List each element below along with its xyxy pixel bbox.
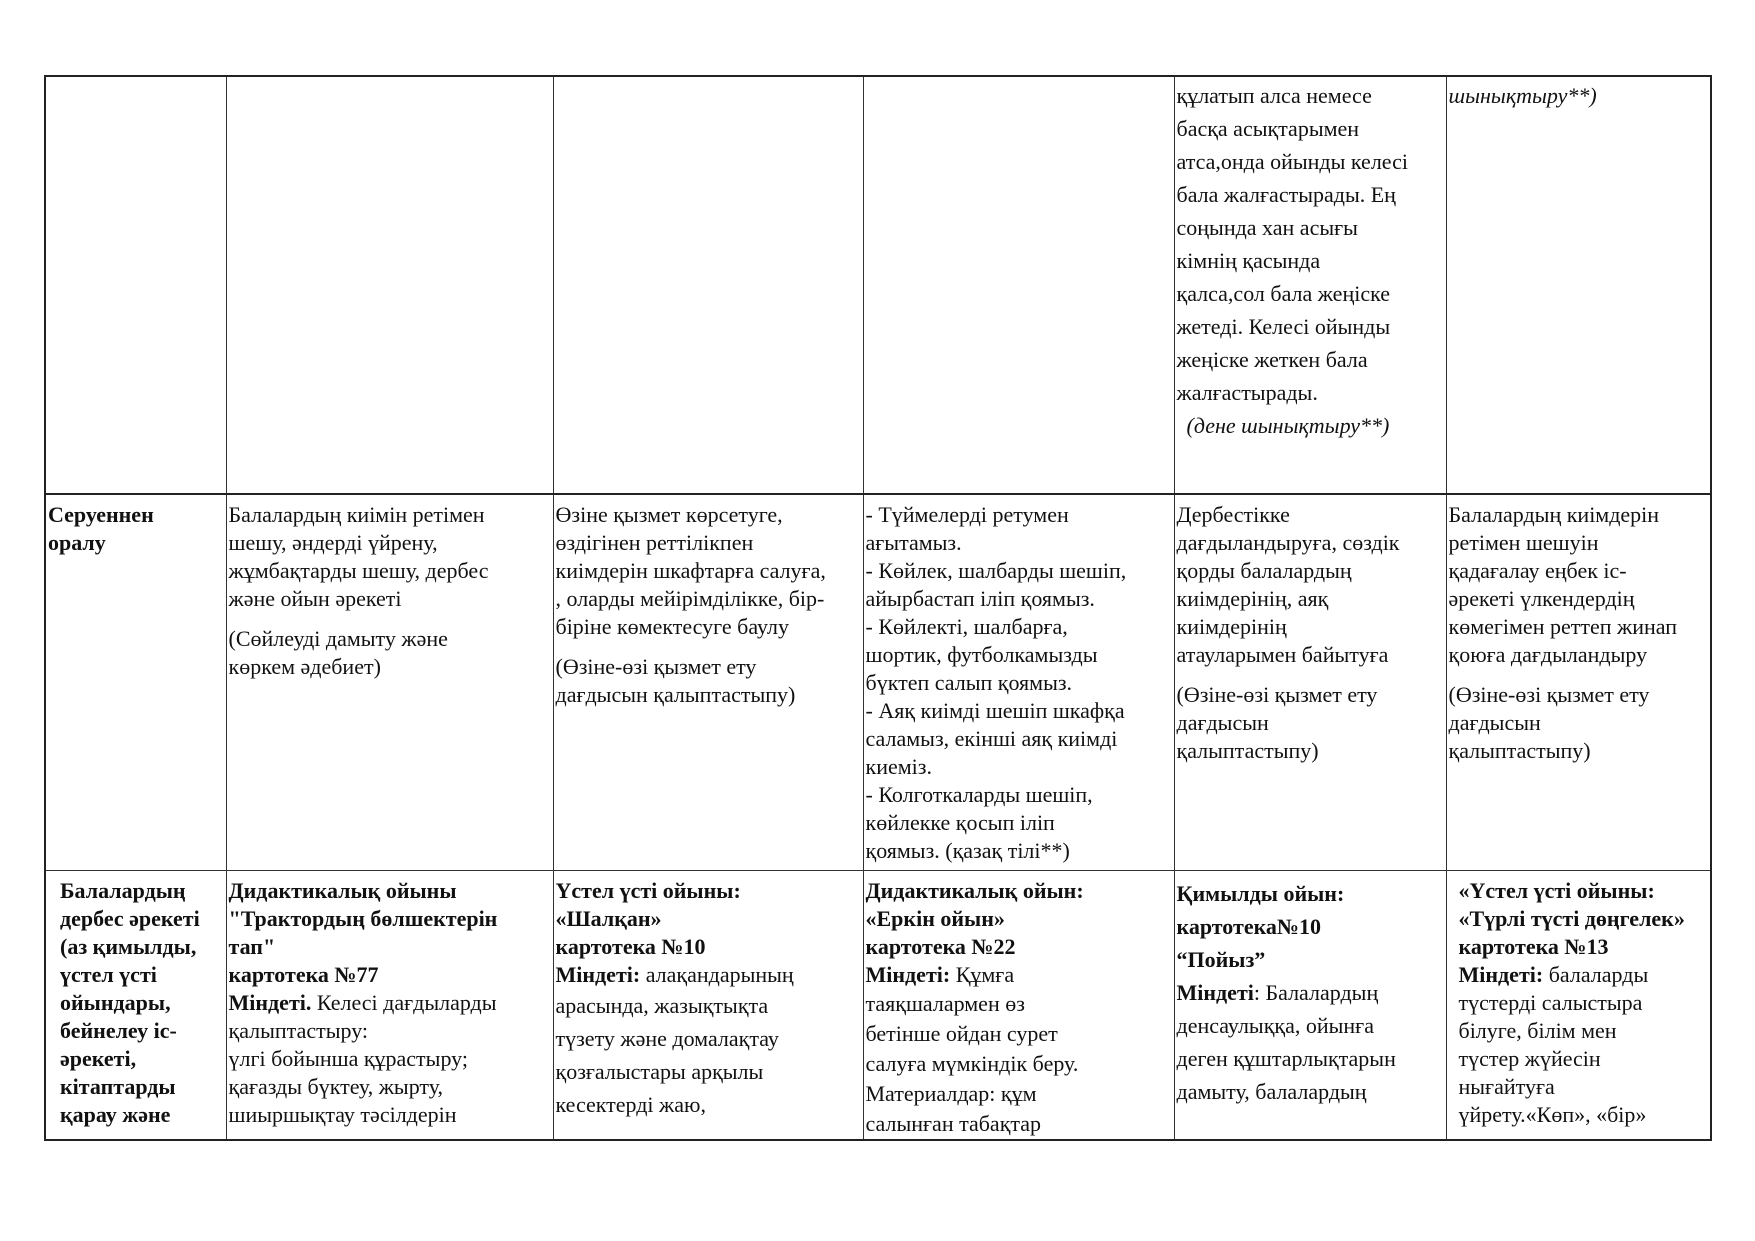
- row-label: бейнелеу іс-: [60, 1018, 177, 1043]
- table-cell: [1446, 871, 1711, 1141]
- row-label: үстел үсті: [60, 962, 157, 987]
- text-line: - Көйлекті, шалбарға,: [865, 614, 1068, 639]
- task-text: алақандарының: [640, 962, 794, 987]
- subject-note: қалыптастыпу): [1176, 738, 1319, 763]
- card-number: картотека №10: [555, 934, 706, 959]
- text-line: біріне көмектесуге баулу: [555, 614, 789, 639]
- row-label: Балалардың: [60, 878, 186, 903]
- subject-note: қалыптастыпу): [1448, 738, 1591, 763]
- text-line: - Түймелерді ретумен: [865, 502, 1069, 527]
- game-title: «Түрлі түсті дөңгелек»: [1458, 906, 1685, 931]
- text-line: шешу, әндерді үйрену,: [228, 530, 438, 555]
- table-row: [45, 494, 1711, 871]
- text-line: нығайтуға: [1458, 1074, 1555, 1099]
- task-line: [866, 961, 1172, 989]
- text-line: бетінше ойдан сурет: [865, 1021, 1058, 1046]
- table-cell: [863, 871, 1174, 1141]
- text-line: жеңіске жеткен бала: [1176, 347, 1368, 372]
- text-line: киімдерінің, аяқ: [1176, 586, 1329, 611]
- text-line: қорды балалардың: [1176, 558, 1352, 583]
- text-line: бала жалғастырады. Ең: [1176, 182, 1396, 207]
- task-text: : Балалардың: [1253, 980, 1379, 1005]
- table-cell: [1446, 494, 1711, 871]
- row-label: (аз қимылды,: [60, 934, 197, 959]
- text-line: Материалдар: құм: [865, 1081, 1037, 1106]
- text-line: көмегімен реттеп жинап: [1448, 614, 1677, 639]
- text-line: кесектерді жаю,: [555, 1092, 706, 1117]
- subject-note: дағдысын: [1448, 710, 1541, 735]
- text-line: қағазды бүктеу, жырту,: [228, 1074, 444, 1099]
- text-line: қозғалыстары арқылы: [555, 1059, 764, 1084]
- text-line: айырбастап іліп қоямыз.: [865, 586, 1095, 611]
- subject-note: дағдысын қалыптастыпу): [555, 682, 796, 707]
- task-line: [1177, 976, 1444, 1009]
- text-line: атса,онда ойынды келесі: [1176, 149, 1408, 174]
- text-line: - Көйлек, шалбарды шешіп,: [865, 558, 1127, 583]
- game-title: Қимылды ойын:: [1176, 881, 1345, 906]
- text-line: Дербестікке: [1176, 502, 1290, 527]
- table-cell: [863, 494, 1174, 871]
- text-line: шортик, футболкамызды: [865, 642, 1098, 667]
- schedule-table: [44, 75, 1712, 1141]
- text-line: жалғастырады.: [1176, 380, 1318, 405]
- game-title: "Трактордың бөлшектерін: [228, 906, 498, 931]
- game-title: «Еркін ойын»: [865, 906, 1005, 931]
- game-title: «Шалқан»: [555, 906, 662, 931]
- row-label: кітаптарды: [60, 1074, 176, 1099]
- row-label: оралу: [48, 530, 106, 555]
- text-line: ретімен шешуін: [1448, 530, 1599, 555]
- row-label-cell: [45, 76, 226, 494]
- text-line: құлатып алса немесе: [1176, 83, 1372, 108]
- row-label: қарау және: [60, 1102, 171, 1127]
- text-line: дағдыландыруға, сөздік: [1176, 530, 1400, 555]
- task-text: балаларды: [1543, 962, 1649, 987]
- table-cell: [553, 494, 863, 871]
- text-line: Өзіне қызмет көрсетуге,: [555, 502, 783, 527]
- text-line: денсаулыққа, ойынға: [1176, 1013, 1374, 1038]
- subject-note: дағдысын: [1176, 710, 1269, 735]
- task-label: Міндеті:: [555, 962, 641, 987]
- table-cell: [226, 871, 553, 1141]
- text-line: басқа асықтарымен: [1176, 116, 1360, 141]
- text-line: жетеді. Келесі ойынды: [1176, 314, 1391, 339]
- subject-note: (Өзіне-өзі қызмет ету: [1176, 682, 1378, 707]
- game-title: «Үстел үсті ойыны:: [1458, 878, 1655, 903]
- text-line: киімдерінің: [1176, 614, 1287, 639]
- table-cell: [226, 76, 553, 494]
- text-line: және ойын әрекеті: [228, 586, 402, 611]
- subject-note: (Өзіне-өзі қызмет ету: [555, 654, 757, 679]
- game-title: Дидактикалық ойын:: [865, 878, 1084, 903]
- text-line: арасында, жазықтықта: [555, 993, 769, 1018]
- text-line: Балалардың киімдерін: [1448, 502, 1660, 527]
- row-label: дербес әрекеті: [60, 906, 200, 931]
- task-label: Міндеті:: [865, 962, 951, 987]
- text-line: саламыз, екінші аяқ киімді: [865, 726, 1118, 751]
- text-line: , оларды мейірімділікке, бір-: [555, 586, 825, 611]
- text-line: жұмбақтарды шешу, дербес: [228, 558, 489, 583]
- task-label: Міндеті.: [228, 990, 312, 1015]
- table-cell: [1174, 76, 1446, 494]
- text-line: үйрету.«Көп», «бір»: [1458, 1102, 1647, 1127]
- text-line: түстер жүйесін: [1458, 1046, 1601, 1071]
- task-line: [229, 989, 551, 1017]
- text-line: түзету және домалақтау: [555, 1026, 779, 1051]
- text-line: бүктеп салып қоямыз.: [865, 670, 1073, 695]
- text-line: үлгі бойынша құрастыру;: [228, 1046, 468, 1071]
- table-cell: [1446, 76, 1711, 494]
- text-line: түстерді салыстыра: [1458, 990, 1643, 1015]
- text-line: салуға мүмкіндік беру.: [865, 1051, 1079, 1076]
- row-label: ойындары,: [60, 990, 171, 1015]
- subject-note: (Өзіне-өзі қызмет ету: [1448, 682, 1650, 707]
- text-line: атауларымен байытуға: [1176, 642, 1389, 667]
- text-line: кімнің қасында: [1176, 248, 1321, 273]
- text-line: салынған табақтар: [865, 1111, 1042, 1136]
- subject-note: шынықтыру**): [1448, 83, 1597, 108]
- table-cell: [1174, 494, 1446, 871]
- task-text: Келесі дағдыларды: [311, 990, 497, 1015]
- task-line: [556, 961, 861, 989]
- row-label: Серуеннен: [48, 502, 154, 527]
- subject-note: (Сөйлеуді дамыту және: [228, 626, 448, 651]
- text-line: білуге, білім мен: [1458, 1018, 1617, 1043]
- card-number: картотека№10: [1176, 914, 1322, 939]
- text-line: ағытамыз.: [865, 530, 962, 555]
- text-line: таяқшалармен өз: [865, 991, 1025, 1016]
- subject-note: (дене шынықтыру**): [1186, 413, 1390, 438]
- text-line: соңында хан асығы: [1176, 215, 1358, 240]
- text-line: қоюға дағдыландыру: [1448, 642, 1648, 667]
- task-line: [1459, 961, 1709, 989]
- card-number: картотека №22: [865, 934, 1016, 959]
- row-label-cell: [45, 871, 226, 1141]
- text-line: қоямыз. (қазақ тілі**): [865, 838, 1070, 863]
- table-cell: [553, 76, 863, 494]
- text-line: қалыптастыру:: [228, 1018, 369, 1043]
- text-line: дамыту, балалардың: [1176, 1079, 1367, 1104]
- text-line: киімдерін шкафтарға салуға,: [555, 558, 826, 583]
- table-cell: [1174, 871, 1446, 1141]
- subject-note: көркем әдебиет): [228, 654, 381, 679]
- text-line: әрекеті үлкендердің: [1448, 586, 1635, 611]
- text-line: деген құштарлықтарын: [1176, 1046, 1396, 1071]
- card-number: картотека №13: [1458, 934, 1609, 959]
- table-row: [45, 76, 1711, 494]
- table-cell: [226, 494, 553, 871]
- text-line: - Аяқ киімді шешіп шкафқа: [865, 698, 1125, 723]
- text-line: қалса,сол бала жеңіске: [1176, 281, 1391, 306]
- table-cell: [863, 76, 1174, 494]
- game-title: тап": [228, 934, 276, 959]
- game-title: Дидактикалық ойыны: [228, 878, 457, 903]
- task-label: Міндеті: [1176, 980, 1254, 1005]
- text-line: киеміз.: [865, 754, 932, 779]
- table-row: [45, 871, 1711, 1141]
- game-title: Үстел үсті ойыны:: [555, 878, 741, 903]
- text-line: Балалардың киімін ретімен: [228, 502, 485, 527]
- card-number: картотека №77: [228, 962, 379, 987]
- text-line: шиыршықтау тәсілдерін: [228, 1102, 457, 1127]
- text-line: көйлекке қосып іліп: [865, 810, 1055, 835]
- text-line: қадағалау еңбек іс-: [1448, 558, 1627, 583]
- game-title: “Пойыз”: [1176, 947, 1266, 972]
- text-line: - Колготкаларды шешіп,: [865, 782, 1093, 807]
- row-label-cell: [45, 494, 226, 871]
- task-label: Міндеті:: [1458, 962, 1544, 987]
- task-text: Құмға: [950, 962, 1015, 987]
- game-description: [1175, 77, 1446, 442]
- table-cell: [553, 871, 863, 1141]
- text-line: өздігінен реттілікпен: [555, 530, 754, 555]
- row-label: әрекеті,: [60, 1046, 137, 1071]
